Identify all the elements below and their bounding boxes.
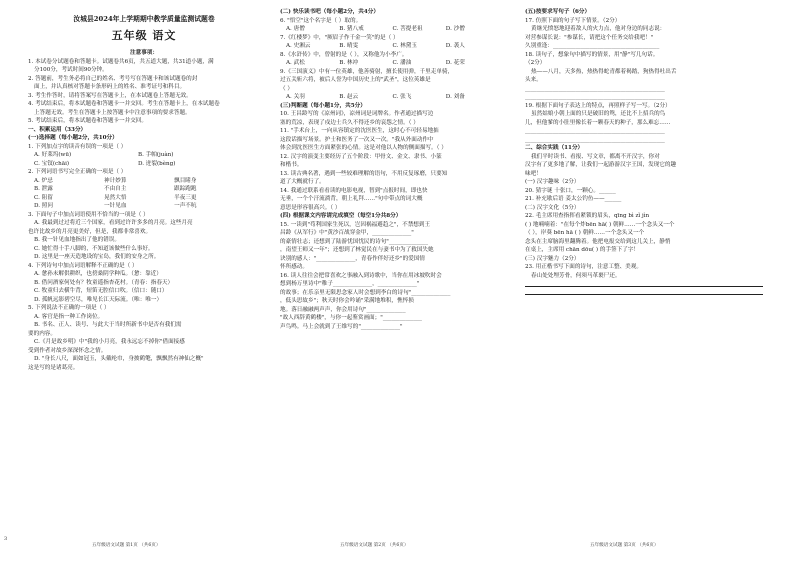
text-line: 无垂，一个个汗流淌背，朝上礼拜……"句中带点的词大概 xyxy=(280,196,423,202)
answer-line xyxy=(525,289,763,295)
option-text: D. 沙僧 xyxy=(445,26,465,32)
section-heading: (三)判断题（每小题1分，共5分） xyxy=(280,102,366,109)
text-line: __________________________________________________ xyxy=(525,128,665,134)
text-line: 15. 一读到"苟利国家生死以，岂因祸福避趋之"，不禁想到王 xyxy=(280,221,431,228)
option-row xyxy=(280,42,508,51)
text-line: 我们平时读书、看报、写文章，都离不开汉字，你对 xyxy=(531,153,660,160)
text-line: B. 我一针见血地指出了他的错误。 xyxy=(34,237,120,244)
option-row xyxy=(280,59,508,68)
text-line: D. "身长八尺，面如冠玉，头戴纶巾，身披鹤氅，飘飘然有神仙之概" xyxy=(34,356,204,363)
text-line: 14. 我通过联系看看读的电影电视，智到"点报时间，即也快 xyxy=(280,187,428,194)
text-line: 要的内容。 xyxy=(28,330,56,337)
text-line: 体会到沈医医生方面紧张的心情。这是对他以人物的侧面描写。（ ） xyxy=(280,145,447,151)
option-text: A. 好莱坞(wū) xyxy=(34,152,72,159)
text-line: （ ），岸葵 bēn hā ( ) 朝鲜……一个念头又一个 xyxy=(525,230,645,236)
text-line: 汉字有了更多地了解，让我们一起游游汉字王国，发现它的趣 xyxy=(525,162,677,168)
text-line: 道了大概就行了。 xyxy=(280,179,325,185)
text-line: B. 借问酒家何处有？牧童遥指杏花村。（青春：指春天） xyxy=(34,279,174,286)
page-column-1 xyxy=(28,8,260,548)
section-heading: (二) 快乐读书吧（每小题2分，共4分） xyxy=(280,9,379,15)
text-line: 声鸟鸣。马上会就到了王维写的"______________" xyxy=(280,323,403,330)
option-text: B. 猪八戒 xyxy=(339,26,364,32)
option-row xyxy=(28,194,260,203)
option-text: B. 泄露 xyxy=(34,186,53,193)
option-text: C. 林黛玉 xyxy=(392,43,417,49)
option-text: B. 赵云 xyxy=(339,94,359,100)
option-text: 神计妙算 xyxy=(104,177,127,184)
notice-heading: 注意事项： xyxy=(130,50,158,57)
text-line: 3. 下面句子中加点词语使用不恰当的一项是（ ） xyxy=(28,211,149,218)
text-line: 怀所感动。 xyxy=(280,264,308,270)
text-line: 22. 毛主席用查指挥看紧锁的眉头，qīng bì zǐ jìn xyxy=(525,213,650,219)
section-heading: (五)按要求写句子（6分） xyxy=(525,9,591,15)
text-line: __________________________________________________ xyxy=(525,94,665,100)
option-row xyxy=(28,202,260,211)
option-text: D. 袭人 xyxy=(445,43,465,49)
option-row xyxy=(280,25,508,34)
option-text: A. 武松 xyxy=(286,60,305,66)
text-line: 19. 根据下面句子表达上的特点，再照样子写一写。（2分） xyxy=(525,102,671,109)
page-column-3 xyxy=(525,8,763,548)
option-text: D. 花荣 xyxy=(445,60,465,66)
option-text: 飘目睹身 xyxy=(174,177,197,184)
option-text: B. 林冲 xyxy=(339,60,359,66)
text-line: C. 牧童归去横牛背，短笛无腔信口吹。（信口：随口） xyxy=(34,288,168,295)
text-line: 9.《三国演义》中有一位英雄，他善骑射，擅长使用弹，千里走单骑， xyxy=(280,68,454,75)
option-text: 跟踪跑跑 xyxy=(174,186,197,193)
text-line: (三) 汉字魅力（2分） xyxy=(525,255,580,262)
text-line: 上答题无效。考生在答题卡上按答题卡中注意事项的要求答题。 xyxy=(34,109,191,116)
text-line: 分100分，考试时间90分钟。 xyxy=(34,67,108,74)
text-line: 5. 下列说法不正确的一项是（ ） xyxy=(28,305,110,312)
exam-title: 汝城县2024年上学期期中教学质量监测试题卷 xyxy=(73,15,215,23)
text-line: A. 我最到过过将近三个国家，看到过许许多多的月亮。这些月亮 xyxy=(34,220,193,227)
text-line: 念头在主席脑海里翻腾着。他把电报交给到这儿关上，静悄 xyxy=(525,238,671,245)
option-text: 一针见血 xyxy=(104,203,127,210)
text-line: 面上，并认真核对答题卡条形码上的姓名、准考证号和科目。 xyxy=(34,84,186,91)
text-line: 11. "手术台上，一向从容镇定的沈医医生，这时心不可轻易地掂 xyxy=(280,128,439,134)
text-line: 儿，但他爹的小肚里像长着一颗春天的种子，那么难忘…… xyxy=(525,119,671,126)
text-line: __________________________________________________ xyxy=(525,85,665,92)
text-line: 受到作者对故乡深深怀念之情。 xyxy=(28,347,107,354)
option-row xyxy=(28,151,260,160)
text-line: 意思是形容很高兴。（ ） xyxy=(280,204,341,211)
text-line: 1. 下列加点字的读音有误的一项是（ ） xyxy=(28,143,127,150)
option-text: D. 照问 xyxy=(34,203,54,210)
text-line: 对营参谋长说："参谋长，请把这个任务交给我吧！" xyxy=(525,34,654,41)
text-line: 诀别的感人："______________，青春作伴好还乡"的爱国情 xyxy=(280,255,425,262)
text-line: 虽然姑娘小朝上面的只是破旧的鸳，还比不上招兵的鸟 xyxy=(531,111,666,117)
text-line: 21. 补充歇后语 姜太公钓鱼——______ xyxy=(525,196,622,202)
exam-subtitle: 五年级 语文 xyxy=(111,29,177,43)
option-text: C. 阻留 xyxy=(34,194,53,201)
option-row xyxy=(28,160,260,169)
text-line: 想到杨万里诗中"稚子______________，______________" xyxy=(280,281,420,287)
option-text: A. 炉忌 xyxy=(34,177,53,184)
corner-mark: 3 xyxy=(4,536,8,542)
option-row xyxy=(28,185,260,194)
option-text: C. 菩提老祖 xyxy=(392,26,423,32)
text-line: 2. 下列词语书写完全正确的一项是（ ） xyxy=(28,169,127,176)
text-line: __________________________________________________ xyxy=(525,136,665,143)
text-line: 和楷书。 xyxy=(280,162,303,168)
text-line: 17. 仿照下面的句子写下情景。（2分） xyxy=(525,17,621,24)
text-line: 热——八月，天多热，热热得蛇青都着褐踏，狗热得吐出舌 xyxy=(531,68,677,75)
text-line: 2. 答题前，考生务必将自己的姓名、考号写在答题卡和该试题卷的封 xyxy=(28,75,198,82)
text-line: A. 惫孙未解供耕织，也傍桑阴学种瓜。（惫：靠近） xyxy=(34,271,162,278)
footer-page-2: 五年级语文试题 第2页 （共6页） xyxy=(340,543,409,548)
text-line: C.《月是故乡明》中"我的小月亮，我永远忘不掉你"借面接感 xyxy=(34,339,185,346)
text-line: 这是写的是诸葛亮。 xyxy=(28,364,79,371)
option-text: 晃然大悟 xyxy=(104,194,127,201)
option-text: C. 张飞 xyxy=(392,94,412,100)
option-text: C. 宝钗(chāi) xyxy=(34,160,70,167)
text-line: 昌龄《从军行》中"黄沙百战穿金甲，______________" xyxy=(280,230,414,236)
text-line: 23. 用正楷书写下面的诗句，注意工整、美观。 xyxy=(525,264,642,270)
section-heading: 二、综合实践（11分） xyxy=(525,145,584,151)
text-line: "故人西辞黄鹤楼"，与你一起鉴赏画面；"______________ xyxy=(280,315,422,321)
text-line: （ ） xyxy=(280,85,293,92)
text-line: 味吧！ xyxy=(525,170,542,177)
text-line: 16. 读人往往会把常喜欢之事融入到诗歌中，当你在用冰坡吹时会 xyxy=(280,272,442,279)
text-line: 地。落日融融两声声，你会用诗句"______________ xyxy=(280,306,406,313)
text-line: 4. 考试结束后，将本试题卷和答题卡一并交回。考生在答题卡上，在本试题卷 xyxy=(28,101,220,108)
section-heading: 一、积累运用（33分） xyxy=(28,126,87,133)
text-line: 这段话描写场景。护士和医务了一次又一次。"我从外面动作中 xyxy=(280,136,434,143)
text-line: (一) 汉字趣味（2分） xyxy=(525,179,580,185)
text-line: 也许比故乡的月亮更美好，但是，我都非常喜欢。 xyxy=(28,228,152,235)
text-line: 在桌上，主席用 chān dōu( ) 的手签下了字！ xyxy=(525,247,640,253)
section-heading: (一)选择题（每小题2分，共10分） xyxy=(28,135,118,142)
text-line: 春山处处埋芳骨，何须马革裹尸还。 xyxy=(531,272,621,279)
option-text: B. 晴雯 xyxy=(339,43,359,49)
section-heading: (四) 根据课文内容请完成填空（每空1分共8分） xyxy=(280,213,402,219)
text-line: 头来。 xyxy=(525,77,542,83)
text-line: C. 她忙得十手八脚的，不知道该做些什么事好。 xyxy=(34,245,154,252)
footer-page-1: 五年级语文试题 第1页 （共6页） xyxy=(92,543,161,548)
text-line: B. 书名、正人、读号、与此大于当时所新书中是否有我们需 xyxy=(34,322,182,329)
text-line: 20. 猜字谜 十张口，一颗心。______ xyxy=(525,187,616,194)
option-text: A. 史湘云 xyxy=(286,43,311,49)
text-line: 的豪情壮志；还想到了陆游忧国忧民的诗句"______________ xyxy=(280,238,429,245)
option-text: C. 潘油 xyxy=(392,60,412,66)
text-line: 6. "悟空"这个名字是（ ）取的。 xyxy=(280,17,362,24)
text-line: 久别重逢：______________________________________ xyxy=(525,43,660,49)
option-text: 半夜三更 xyxy=(174,194,197,201)
option-text: 一声不吭 xyxy=(174,203,197,210)
text-line: ，低头思故乡"；秋天时你会吟诵"采满地堆积，憔悴损 xyxy=(280,298,414,304)
option-text: D. 刘备 xyxy=(445,94,465,100)
text-line: ( ) 地喃喃着："在每个炸bēn hā( ) 朝鲜……一个念头又一个 xyxy=(525,221,675,228)
text-line: 塞的荒凉，表现了戍边士兵久不得还乡的哀怨之情。（ ） xyxy=(280,119,419,126)
page-column-2 xyxy=(280,8,508,548)
text-line: D. 孤帆远影碧空尽，唯见长江天际流。（唯：唯一） xyxy=(34,296,163,303)
option-row xyxy=(280,93,508,102)
text-line: 18. 读句子，想象句中描写的情景，用"静"写几句话。 xyxy=(525,51,659,58)
option-text: D. 迸裂(bèng) xyxy=(137,160,176,167)
text-line: 的故事；在乐亲里无限思念家人时会想到李白的诗句"______________ xyxy=(280,289,451,296)
option-text: B. 手帕(juàn) xyxy=(137,152,174,159)
text-line: 3. 考生作答时，请将答案写在答题卡上，在本试题卷上答题无效。 xyxy=(28,92,192,99)
text-line: 1. 本试卷分试题卷和答题卡。试题卷共6页，共五道大题，共31道小题，满 xyxy=(28,58,214,65)
text-line: 7.《红楼梦》中，"厥眉子作千金一笑"的是（ ） xyxy=(280,34,399,41)
text-line: 10. 王昌龄写的《凉州词》，凉州词是词牌名。作者通过描写边 xyxy=(280,111,434,117)
option-row xyxy=(28,177,260,186)
text-line: 4. 下列诗句中加点词语解释不正确的是（ ） xyxy=(28,262,138,269)
text-line: D. 这里是一座天造地设的宝岛，我们的安身之所。 xyxy=(34,254,160,261)
text-line: （2分） xyxy=(525,60,546,66)
text-line: (二) 汉字文化（5分） xyxy=(525,204,580,211)
answer-line xyxy=(525,281,763,287)
text-line: A. 客官是指一种工作岗位。 xyxy=(34,313,104,320)
text-line: ，南望王师又一年"；还想到了林觉民在与妻书中为了救国失她 xyxy=(280,247,434,253)
option-text: A. 唐僧 xyxy=(286,26,305,32)
text-line: 13. 读古典名著，遇到一些较难理解的语句，不用反复琢磨，只要知 xyxy=(280,170,448,177)
text-line: 5. 考试结束后，将本试题卷和答题卡一并交回。 xyxy=(28,118,147,125)
text-line: 黄继光愤怒地迎着敌人的火力点，他对身边的同志说： xyxy=(531,26,666,32)
text-line: 8.《水浒传》中，曾射的是（ ），又称他为小李广。 xyxy=(280,51,408,58)
option-text: 不由自主 xyxy=(104,186,127,193)
option-text: A. 关羽 xyxy=(286,94,305,100)
text-line: 过五关斩六将，被后人誉为中国历史上的"武圣"，这位英雄是 xyxy=(280,77,431,83)
footer-page-3: 五年级语文试题 第3页 （共6页） xyxy=(590,543,659,548)
text-line: 12. 汉字的演变主要经历了五个阶段：甲骨文、金文、隶书、小篆 xyxy=(280,153,442,160)
